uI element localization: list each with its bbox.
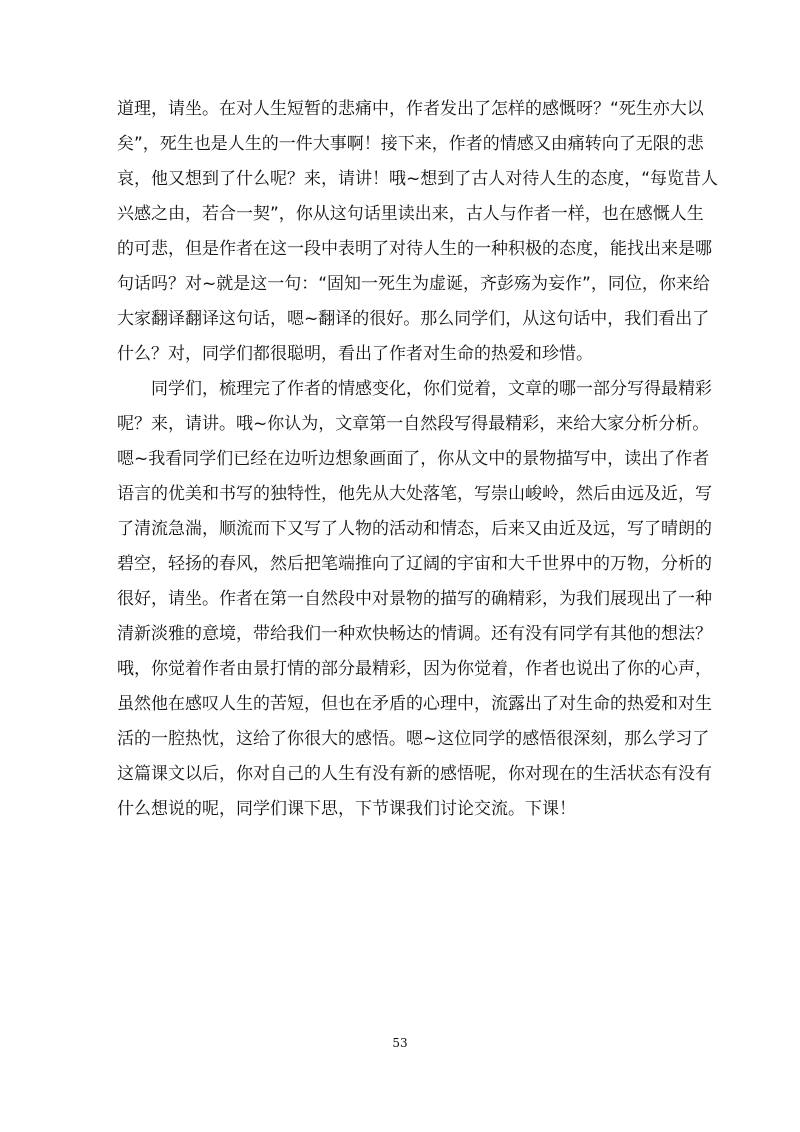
text-line: 很好，请坐。作者在第一自然段中对景物的描写的确精彩，为我们展现出了一种 xyxy=(117,589,712,609)
text-line: 大家翻译翻译这句话，嗯~翻译的很好。那么同学们，从这句话中，我们看出了 xyxy=(117,309,710,329)
text-line: 的可悲，但是作者在这一段中表明了对待人生的一种积极的态度，能找出来是哪 xyxy=(117,239,712,259)
text-line: 活的一腔热忱，这给了你很大的感悟。嗯~这位同学的感悟很深刻，那么学习了 xyxy=(117,729,710,749)
text-line: 嗯~我看同学们已经在边听边想象画面了，你从文中的景物描写中，读出了作者 xyxy=(117,449,710,469)
text-line: 语言的优美和书写的独特性，他先从大处落笔，写崇山峻岭，然后由远及近，写 xyxy=(117,484,712,504)
text-line: 这篇课文以后，你对自己的人生有没有新的感悟呢，你对现在的生活状态有没有 xyxy=(117,764,712,784)
text-line: 句话吗？对~就是这一句：“固知一死生为虚诞，齐彭殇为妄作”，同位，你来给 xyxy=(117,274,710,294)
text-line: 清新淡雅的意境，带给我们一种欢快畅达的情调。还有没有同学有其他的想法？ xyxy=(117,624,712,644)
text-line: 道理，请坐。在对人生短暂的悲痛中，作者发出了怎样的感慨呀？“死生亦大以 xyxy=(117,99,704,119)
text-line: 哦，你觉着作者由景打情的部分最精彩，因为你觉着，作者也说出了你的心声， xyxy=(117,659,712,679)
text-line: 了清流急湍，顺流而下又写了人物的活动和情态，后来又由近及远，写了晴朗的 xyxy=(117,519,712,539)
page-number: 53 xyxy=(392,1036,408,1050)
text-line: 虽然他在感叹人生的苦短，但也在矛盾的心理中，流露出了对生命的热爱和对生 xyxy=(117,694,712,714)
text-line: 什么想说的呢，同学们课下思，下节课我们讨论交流。下课！ xyxy=(117,799,576,819)
text-line: 碧空，轻扬的春风，然后把笔端推向了辽阔的宇宙和大千世界中的万物，分析的 xyxy=(117,554,712,574)
text-line: 兴感之由，若合一契”，你从这句话里读出来，古人与作者一样，也在感慨人生 xyxy=(117,204,704,224)
text-line: 哀，他又想到了什么呢？来，请讲！哦~想到了古人对待人生的态度，“每览昔人 xyxy=(117,169,719,189)
text-line: 呢？来，请讲。哦~你认为，文章第一自然段写得最精彩，来给大家分析分析。 xyxy=(117,414,710,434)
paragraph-1 xyxy=(117,92,719,372)
text-line: 矣”，死生也是人生的一件大事啊！接下来，作者的情感又由痛转向了无限的悲 xyxy=(117,134,704,154)
text-line: 什么？对，同学们都很聪明，看出了作者对生命的热爱和珍惜。 xyxy=(117,344,593,364)
body-text xyxy=(117,92,719,827)
paragraph-2 xyxy=(117,372,712,827)
text-line: 同学们，梳理完了作者的情感变化，你们觉着，文章的哪一部分写得最精彩 xyxy=(151,379,712,399)
